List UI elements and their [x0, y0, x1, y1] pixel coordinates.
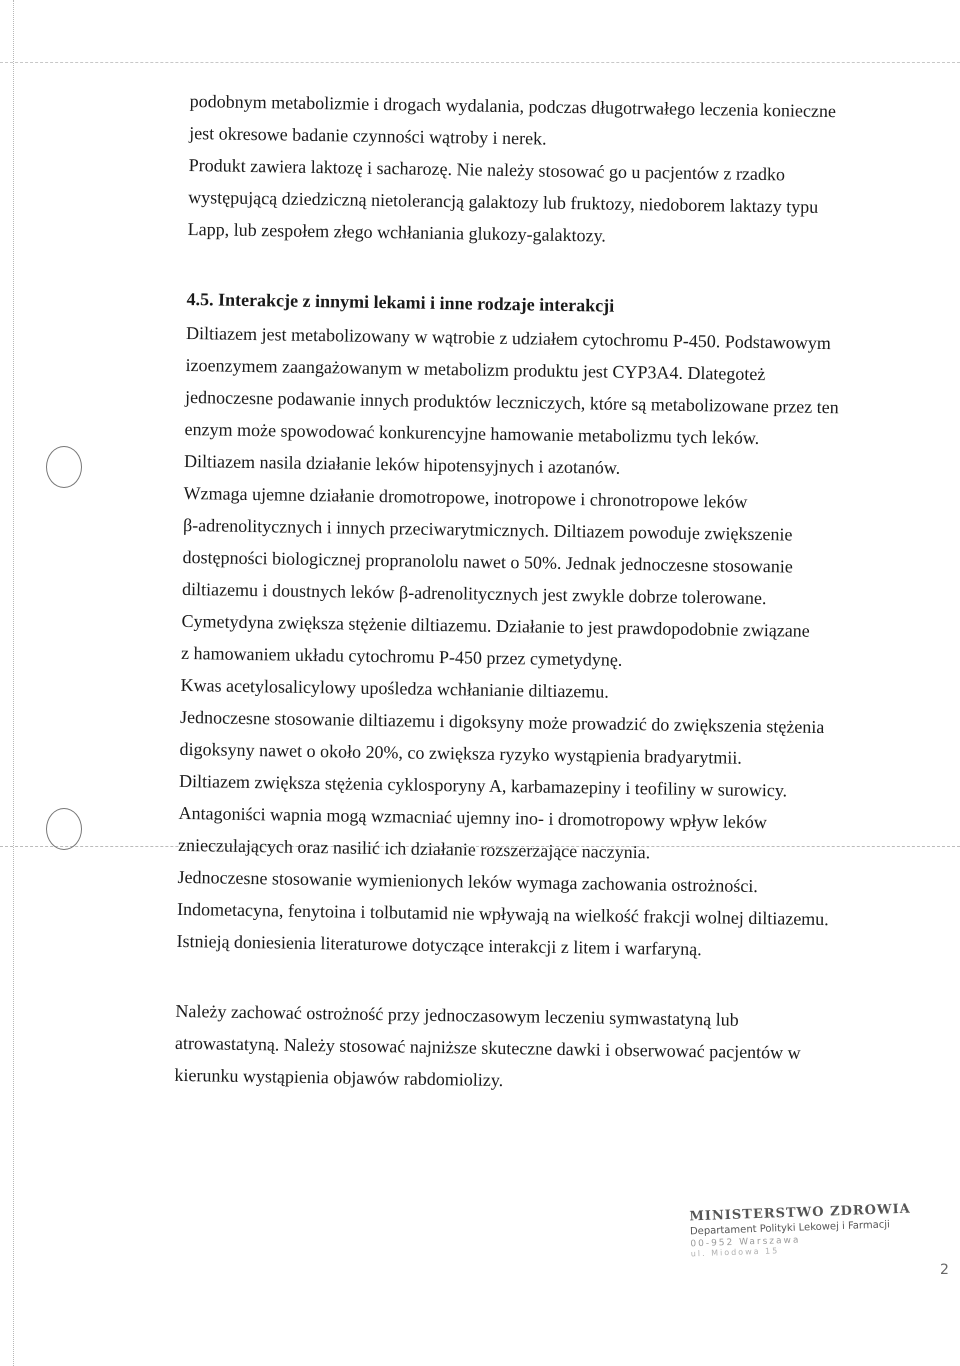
text-line: β-adrenolitycznych i innych przeciwarytmicznych. Diltiazem powoduje zwiększenie: [182, 514, 793, 545]
text-line: Lapp, lub zespołem złego wchłaniania glukozy-galaktozy.: [187, 218, 607, 246]
scan-edge: [0, 0, 14, 1366]
statin-note-paragraph: [174, 995, 925, 1103]
stamp-street: ul. Miodowa 15: [690, 1246, 780, 1259]
text-line: występującą dziedziczną nietolerancją galaktozy lub fruktozy, niedoborem laktazy typu: [188, 186, 819, 217]
text-line: kierunku wystąpienia objawów rabdomiolizy.: [174, 1064, 504, 1091]
text-line: Antagoniści wapnia mogą wzmacniać ujemny ino- i dromotropowy wpływ leków: [178, 802, 768, 833]
text-line: dostępności biologicznej propranololu nawet o 50%. Jednak jednoczesne stosowanie: [182, 546, 794, 577]
stamp-postal: 00-952 Warszawa: [690, 1235, 801, 1250]
text-line: Jednoczesne stosowanie wymienionych leków wymaga zachowania ostrożności.: [177, 866, 758, 897]
text-line: jest okresowe badanie czynności wątroby i nerek.: [189, 122, 547, 149]
interactions-section: [176, 317, 936, 969]
text-line: digoksyny nawet o około 20%, co zwiększa ryzyko wystąpienia bradyarytmii.: [179, 738, 743, 768]
text-line: znieczulających oraz nasilić ich działanie rozszerzające naczynia.: [177, 834, 651, 863]
text-line: Cymetydyna zwiększa stężenie diltiazemu. Działanie to jest prawdopodobnie związane: [181, 610, 810, 641]
text-line: Diltiazem zwiększa stężenia cyklosporyny A, karbamazepiny i teofiliny w surowicy.: [178, 770, 788, 801]
text-line: Produkt zawiera laktozę i sacharozę. Nie należy stosować go u pacjentów z rzadko: [188, 154, 786, 185]
document-page: [174, 85, 940, 1103]
text-line: z hamowaniem układu cytochromu P-450 przez cymetydynę.: [180, 642, 623, 670]
punch-hole: [46, 446, 82, 488]
text-line: enzym może spowodować konkurencyjne hamowanie metabolizmu tych leków.: [184, 418, 760, 448]
text-line: Indometacyna, fenytoina i tolbutamid nie wpływają na wielkość frakcji wolnej diltiazemu.: [176, 898, 829, 930]
stamp-title: MINISTERSTWO ZDROWIA: [689, 1201, 912, 1225]
text-line: Diltiazem jest metabolizowany w wątrobie z udziałem cytochromu P-450. Podstawowym: [185, 322, 832, 354]
text-line: izoenzymem zaangażowanym w metabolizm produktu jest CYP3A4. Dlategoteż: [185, 354, 766, 385]
text-line: jednoczesne podawanie innych produktów leczniczych, które są metabolizowane przez ten: [184, 386, 839, 418]
stamp-department: Departament Polityki Lekowej i Farmacji: [689, 1219, 890, 1238]
punch-hole: [46, 808, 82, 850]
corner-mark: 2: [940, 1262, 949, 1278]
scan-top-line: [0, 62, 960, 63]
text-line: Kwas acetylosalicylowy upośledza wchłanianie diltiazemu.: [180, 674, 610, 702]
text-line: Wzmaga ujemne działanie dromotropowe, inotropowe i chronotropowe leków: [183, 482, 748, 512]
text-line: Istnieją doniesienia literaturowe dotyczące interakcji z litem i warfaryną.: [176, 930, 702, 960]
text-line: podobnym metabolizmie i drogach wydalania, podczas długotrwałego leczenia konieczne: [189, 90, 837, 122]
text-line: diltiazemu i doustnych leków β-adrenolitycznych jest zwykle dobrze tolerowane.: [181, 578, 767, 609]
text-line: atrowastatyną. Należy stosować najniższe skuteczne dawki i obserwować pacjentów w: [174, 1032, 801, 1063]
text-line: Diltiazem nasila działanie leków hipotensyjnych i azotanów.: [183, 450, 621, 478]
text-line: Należy zachować ostrożność przy jednoczasowym leczeniu symwastatyną lub: [175, 1000, 739, 1030]
ministry-stamp: [689, 1201, 941, 1259]
intro-paragraph: [187, 85, 939, 257]
section-heading: 4.5. Interakcje z innymi lekami i inne rodzaje interakcji: [186, 288, 615, 316]
text-line: Jednoczesne stosowanie diltiazemu i digoksyny może prowadzić do zwiększenia stężenia: [179, 706, 825, 738]
